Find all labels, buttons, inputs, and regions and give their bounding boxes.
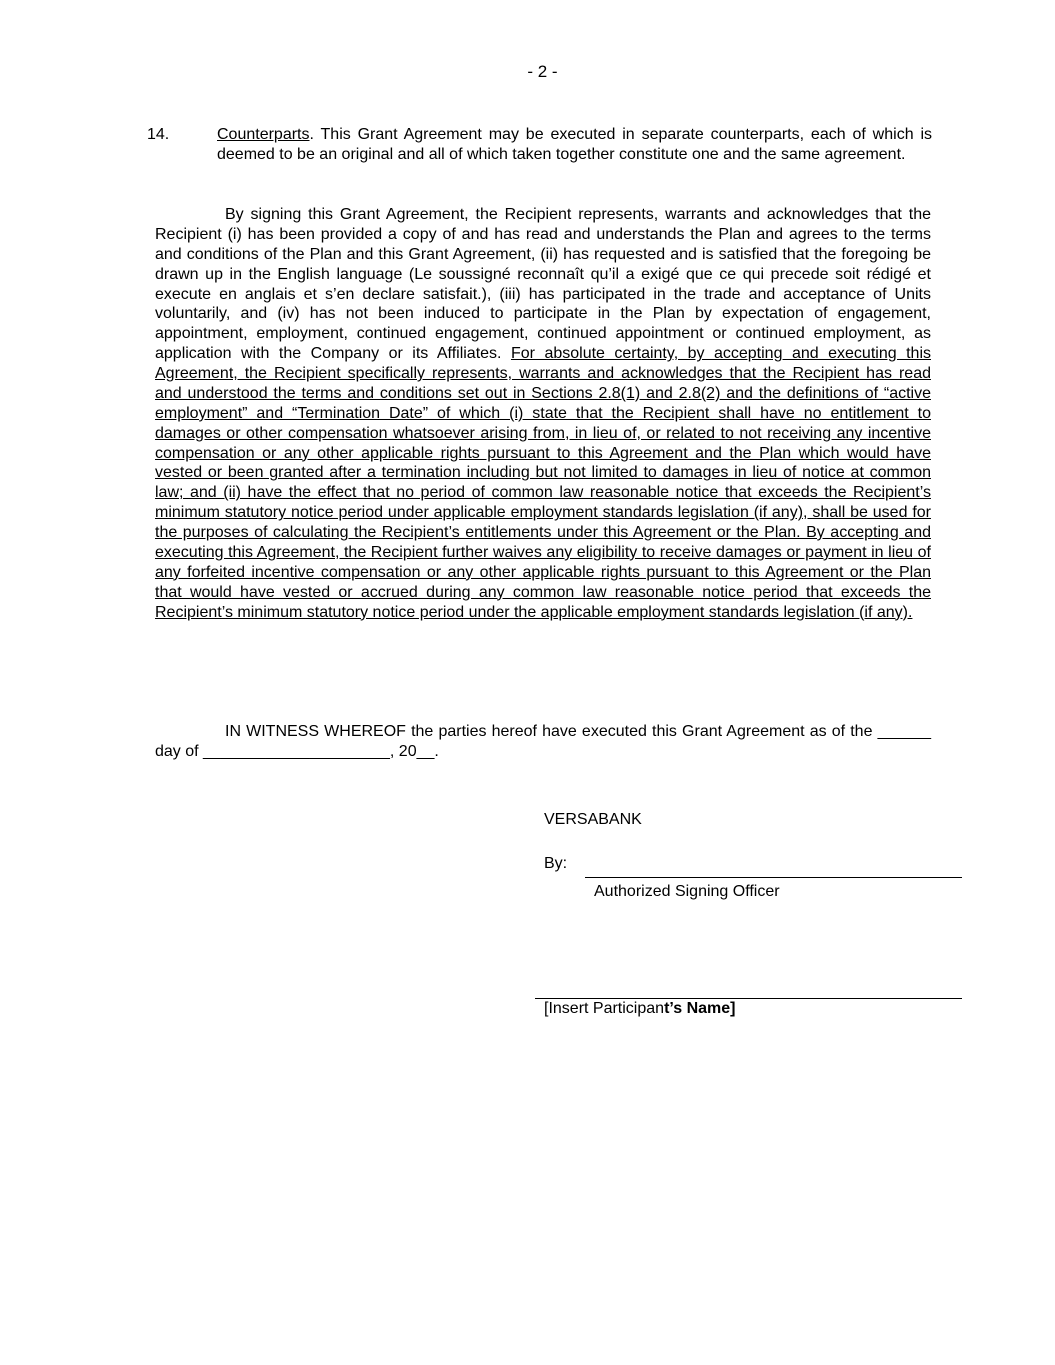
officer-label: Authorized Signing Officer bbox=[594, 883, 780, 900]
acknowledgement-paragraph bbox=[155, 205, 931, 622]
signature-line-participant bbox=[535, 998, 962, 999]
section-14 bbox=[147, 125, 932, 165]
acknowledgement-underlined-text: For absolute certainty, by accepting and executing this Agreement, the Recipient specifically represents, warrants and acknowledges that the Recipient has read and understood the terms and conditions set out in Sections 2.8(1) and 2.8(2) and the definitions of “active employment” and “Termination Date” of which (i) state that the Recipient shall have no entitlement to damages or other compensation whatsoever arising from, in lieu of, or related to not receiving any incentive compensation or any other applicable rights pursuant to this Agreement and the Plan which would have vested or been granted after a termination including but not limited to damages in lieu of notice at common law; and (ii) have the effect that no period of common law reasonable notice that exceeds the Recipient’s minimum statutory notice period under applicable employment standards legislation (if any), shall be used for the purposes of calculating the Recipient’s entitlements under this Agreement or the Plan. By accepting and executing this Agreement, the Recipient further waives any eligibility to receive damages or payment in lieu of any forfeited incentive compensation or any other applicable rights pursuant to this Agreement or the Plan that would have vested or accrued during any common law reasonable notice period that exceeds the Recipient’s minimum statutory notice period under the applicable employment standards legislation (if any). bbox=[155, 345, 931, 621]
participant-label-bold: t’s Name] bbox=[664, 1000, 736, 1017]
section-number: 14. bbox=[147, 126, 170, 143]
participant-label-prefix: [Insert Participan bbox=[544, 1000, 665, 1017]
bank-name: VERSABANK bbox=[544, 811, 642, 828]
section-heading: Counterparts bbox=[217, 126, 310, 143]
acknowledgement-plain-text: By signing this Grant Agreement, the Recipient represents, warrants and acknowledges that the Recipient (i) has been provided a copy of and has read and understands the Plan and agrees to the terms and conditions of the Plan and this Grant Agreement, (ii) has requested and is satisfied that the foregoing be drawn up in the English language (Le soussigné reconnaît qu’il a exigé que ce qui precede soit rédigé et execute en anglais et s’en declare satisfait.), (iii) has participated in the trade and acceptance of Units voluntarily, and (iv) has not been induced to participate in the Plan by expectation of engagement, appointment, employment, continued engagement, continued appointment or continued employment, as application with the Company or its Affiliates. bbox=[155, 206, 931, 363]
section-heading-punct: . bbox=[309, 126, 314, 143]
signature-line-officer bbox=[585, 877, 962, 878]
by-label: By: bbox=[544, 855, 568, 872]
witness-paragraph: IN WITNESS WHEREOF the parties hereof have executed this Grant Agreement as of the ______ day of _____________________, 20__. bbox=[155, 723, 931, 760]
section-body bbox=[217, 125, 932, 165]
section-text: This Grant Agreement may be executed in separate counterparts, each of which is deemed to be an original and all of which taken together constitute one and the same agreement. bbox=[217, 126, 932, 163]
participant-label bbox=[544, 1000, 736, 1018]
page-number: - 2 - bbox=[527, 62, 558, 81]
